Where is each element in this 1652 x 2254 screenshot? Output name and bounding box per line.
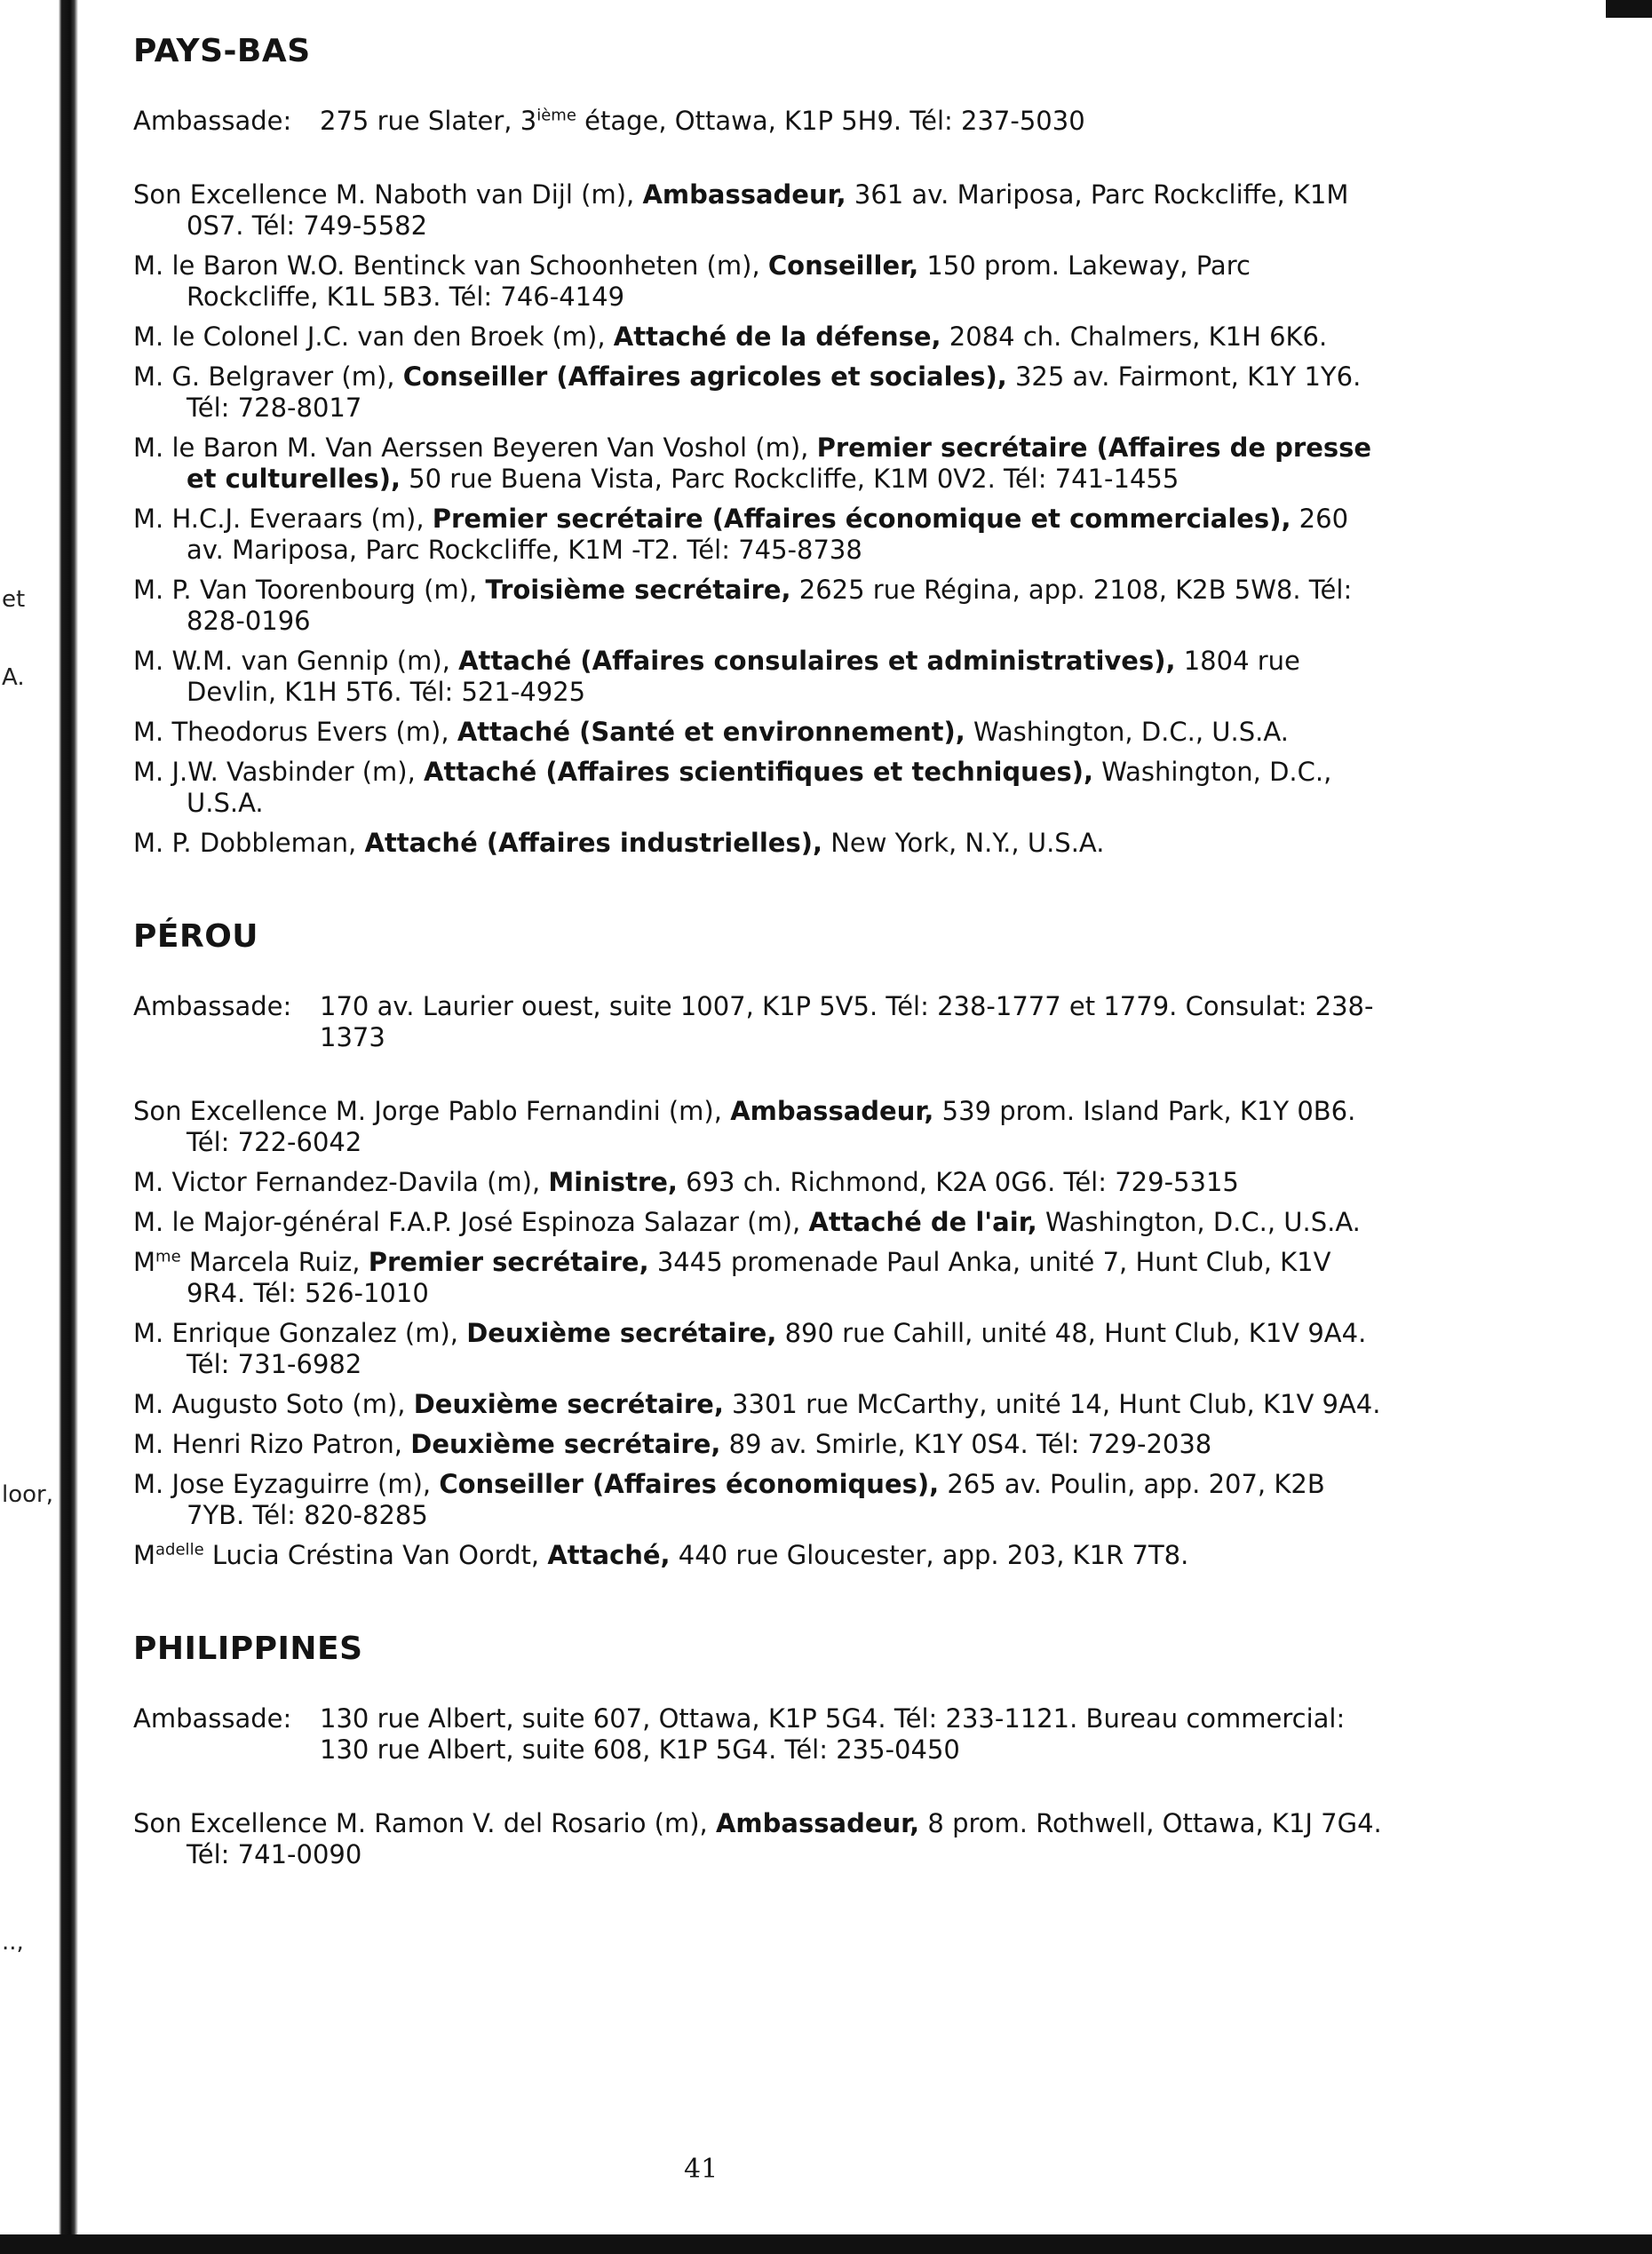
country-section	[107, 33, 1386, 859]
staff-list	[133, 179, 1386, 859]
staff-entry: M. P. Van Toorenbourg (m), Troisième secrétaire, 2625 rue Régina, app. 2108, K2B 5W8. Tél: 828-0196	[133, 575, 1353, 636]
staff-entry: M. W.M. van Gennip (m), Attaché (Affaires consulaires et administratives), 1804 rue Devlin, K1H 5T6. Tél: 521-4925	[133, 646, 1300, 707]
staff-entry: Son Excellence M. Ramon V. del Rosario (m), Ambassadeur, 8 prom. Rothwell, Ottawa, K1J 7G4. Tél: 741-0090	[133, 1808, 1382, 1869]
staff-entry: M. le Colonel J.C. van den Broek (m), Attaché de la défense, 2084 ch. Chalmers, K1H 6K6.	[133, 321, 1328, 352]
embassy-address: 130 rue Albert, suite 607, Ottawa, K1P 5G4. Tél: 233-1121. Bureau commercial: 130 rue Albert, suite 608, K1P 5G4. Tél: 235-0450	[320, 1703, 1346, 1765]
edge-fragment: et	[2, 586, 26, 613]
staff-entry: M. J.W. Vasbinder (m), Attaché (Affaires scientifiques et techniques), Washington, D.C., U.S.A.	[133, 757, 1332, 818]
embassy-block	[133, 106, 1386, 137]
staff-list	[133, 1096, 1386, 1571]
embassy-label: Ambassade:	[133, 106, 292, 136]
document-body	[107, 27, 1386, 1933]
embassy-label: Ambassade:	[133, 991, 292, 1021]
staff-entry: Son Excellence M. Naboth van Dijl (m), Ambassadeur, 361 av. Mariposa, Parc Rockcliffe, K1M 0S7. Tél: 749-5582	[133, 179, 1349, 241]
country-section	[107, 918, 1386, 1571]
country-section	[107, 1633, 1386, 1870]
embassy-address: 170 av. Laurier ouest, suite 1007, K1P 5V5. Tél: 238-1777 et 1779. Consulat: 238-1373	[320, 991, 1374, 1052]
staff-entry: M. Henri Rizo Patron, Deuxième secrétaire, 89 av. Smirle, K1Y 0S4. Tél: 729-2038	[133, 1429, 1212, 1459]
embassy-address: 275 rue Slater, 3ième étage, Ottawa, K1P 5H9. Tél: 237-5030	[320, 106, 1085, 136]
embassy-block	[133, 1703, 1386, 1766]
staff-entry: M. le Baron M. Van Aerssen Beyeren Van Voshol (m), Premier secrétaire (Affaires de presse et culturelles), 50 rue Buena Vista, Parc Rockcliffe, K1M 0V2. Tél: 741-1455	[133, 433, 1372, 494]
staff-entry: $M^{adelle}$ Lucia Créstina Van Oordt, Attaché, 440 rue Gloucester, app. 203, K1R 7T8.	[133, 1540, 1189, 1570]
staff-entry: M. le Baron W.O. Bentinck van Schoonheten (m), Conseiller, 150 prom. Lakeway, Parc Rockcliffe, K1L 5B3. Tél: 746-4149	[133, 250, 1251, 312]
staff-entry: M. le Major-général F.A.P. José Espinoza Salazar (m), Attaché de l'air, Washington, D.C., U.S.A.	[133, 1207, 1361, 1237]
edge-fragment: loor,	[2, 1481, 53, 1508]
staff-entry: M. H.C.J. Everaars (m), Premier secrétaire (Affaires économique et commerciales), 260 av. Mariposa, Parc Rockcliffe, K1M -T2. Tél: 745-8738	[133, 504, 1349, 565]
staff-entry: M. Enrique Gonzalez (m), Deuxième secrétaire, 890 rue Cahill, unité 48, Hunt Club, K1V 9A4. Tél: 731-6982	[133, 1318, 1367, 1379]
edge-fragment: A.	[2, 664, 25, 691]
staff-entry: M. Victor Fernandez-Davila (m), Ministre, 693 ch. Richmond, K2A 0G6. Tél: 729-5315	[133, 1167, 1239, 1197]
page-binding-shadow	[59, 0, 78, 2254]
page-number: 41	[684, 2154, 719, 2185]
staff-entry: M. G. Belgraver (m), Conseiller (Affaires agricoles et sociales), 325 av. Fairmont, K1Y 1Y6. Tél: 728-8017	[133, 361, 1362, 423]
staff-entry: $M^{me}$ Marcela Ruiz, Premier secrétaire, 3445 promenade Paul Anka, unité 7, Hunt Club, K1V 9R4. Tél: 526-1010	[133, 1247, 1331, 1308]
staff-entry: M. Augusto Soto (m), Deuxième secrétaire, 3301 rue McCarthy, unité 14, Hunt Club, K1V 9A4.	[133, 1389, 1381, 1419]
edge-fragment: ..,	[2, 1929, 24, 1956]
country-title: PHILIPPINES	[133, 1631, 363, 1667]
staff-entry: M. Theodorus Evers (m), Attaché (Santé et environnement), Washington, D.C., U.S.A.	[133, 717, 1289, 747]
staff-entry: M. P. Dobbleman, Attaché (Affaires industrielles), New York, N.Y., U.S.A.	[133, 828, 1105, 858]
staff-entry: Son Excellence M. Jorge Pablo Fernandini (m), Ambassadeur, 539 prom. Island Park, K1Y 0B6. Tél: 722-6042	[133, 1096, 1356, 1157]
scan-bottom-edge	[0, 2234, 1652, 2254]
embassy-block	[133, 991, 1386, 1053]
country-title: PAYS-BAS	[133, 33, 311, 69]
embassy-label: Ambassade:	[133, 1703, 292, 1734]
staff-list	[133, 1808, 1386, 1870]
country-title: PÉROU	[133, 918, 259, 955]
scan-corner-mark	[1606, 0, 1652, 18]
left-edge-fragments	[0, 0, 62, 2254]
staff-entry: M. Jose Eyzaguirre (m), Conseiller (Affaires économiques), 265 av. Poulin, app. 207, K2B 7YB. Tél: 820-8285	[133, 1469, 1325, 1530]
